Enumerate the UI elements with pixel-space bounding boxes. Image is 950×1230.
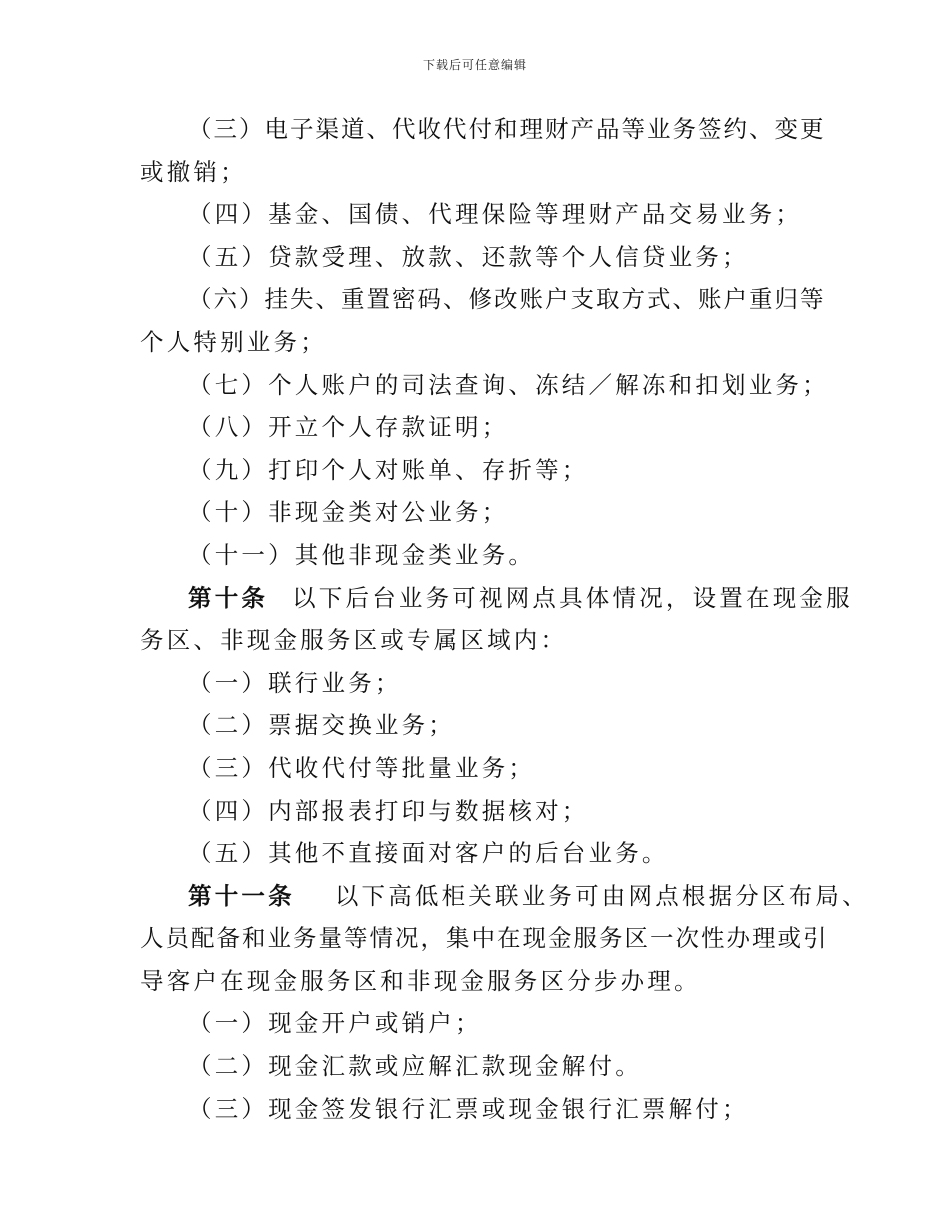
list-item: （七）个人账户的司法查询、冻结／解冻和扣划业务；: [188, 370, 829, 399]
list-item: （四）基金、国债、代理保险等理财产品交易业务；: [188, 200, 803, 229]
paragraph-line: 或撤销；: [140, 157, 247, 186]
paragraph-line: 导客户在现金服务区和非现金服务区分步办理。: [140, 966, 701, 995]
list-item: （十一）其他非现金类业务。: [188, 540, 536, 569]
article-10-title: 第十条: [188, 583, 269, 612]
list-item: （二）票据交换业务；: [188, 711, 455, 740]
list-item: （一）联行业务；: [188, 668, 402, 697]
article-11-title: 第十一条: [188, 881, 295, 910]
list-item: （八）开立个人存款证明；: [188, 413, 509, 442]
list-item: （三）现金签发银行汇票或现金银行汇票解付；: [188, 1094, 749, 1123]
article-11-text: 以下高低柜关联业务可由网点根据分区布局、: [334, 881, 869, 910]
list-item: （九）打印个人对账单、存折等；: [188, 455, 589, 484]
paragraph-line: 个人特别业务；: [140, 327, 327, 356]
article-11-heading-line: [140, 875, 869, 918]
page-header: 下载后可任意编辑: [422, 58, 527, 72]
document-body: [140, 108, 869, 1130]
list-item: （二）现金汇款或应解汇款现金解付。: [188, 1052, 642, 1081]
list-item: （十）非现金类对公业务；: [188, 498, 509, 527]
list-item: （一）现金开户或销户；: [188, 1009, 482, 1038]
list-item: （四）内部报表打印与数据核对；: [188, 796, 589, 825]
paragraph-line: 务区、非现金服务区或专属区域内：: [140, 626, 568, 655]
paragraph-line: 人员配备和业务量等情况，集中在现金服务区一次性办理或引: [140, 924, 829, 953]
list-item: （五）贷款受理、放款、还款等个人信贷业务；: [188, 242, 749, 271]
article-10-text: 以下后台业务可视网点具体情况，设置在现金服: [292, 583, 853, 612]
list-item: （五）其他不直接面对客户的后台业务。: [188, 839, 669, 868]
list-item: （三）代收代付等批量业务；: [188, 753, 536, 782]
paragraph-line: （六）挂失、重置密码、修改账户支取方式、账户重归等: [188, 285, 826, 314]
paragraph-line: （三）电子渠道、代收代付和理财产品等业务签约、变更: [188, 115, 826, 143]
article-10-heading-line: [140, 577, 853, 620]
